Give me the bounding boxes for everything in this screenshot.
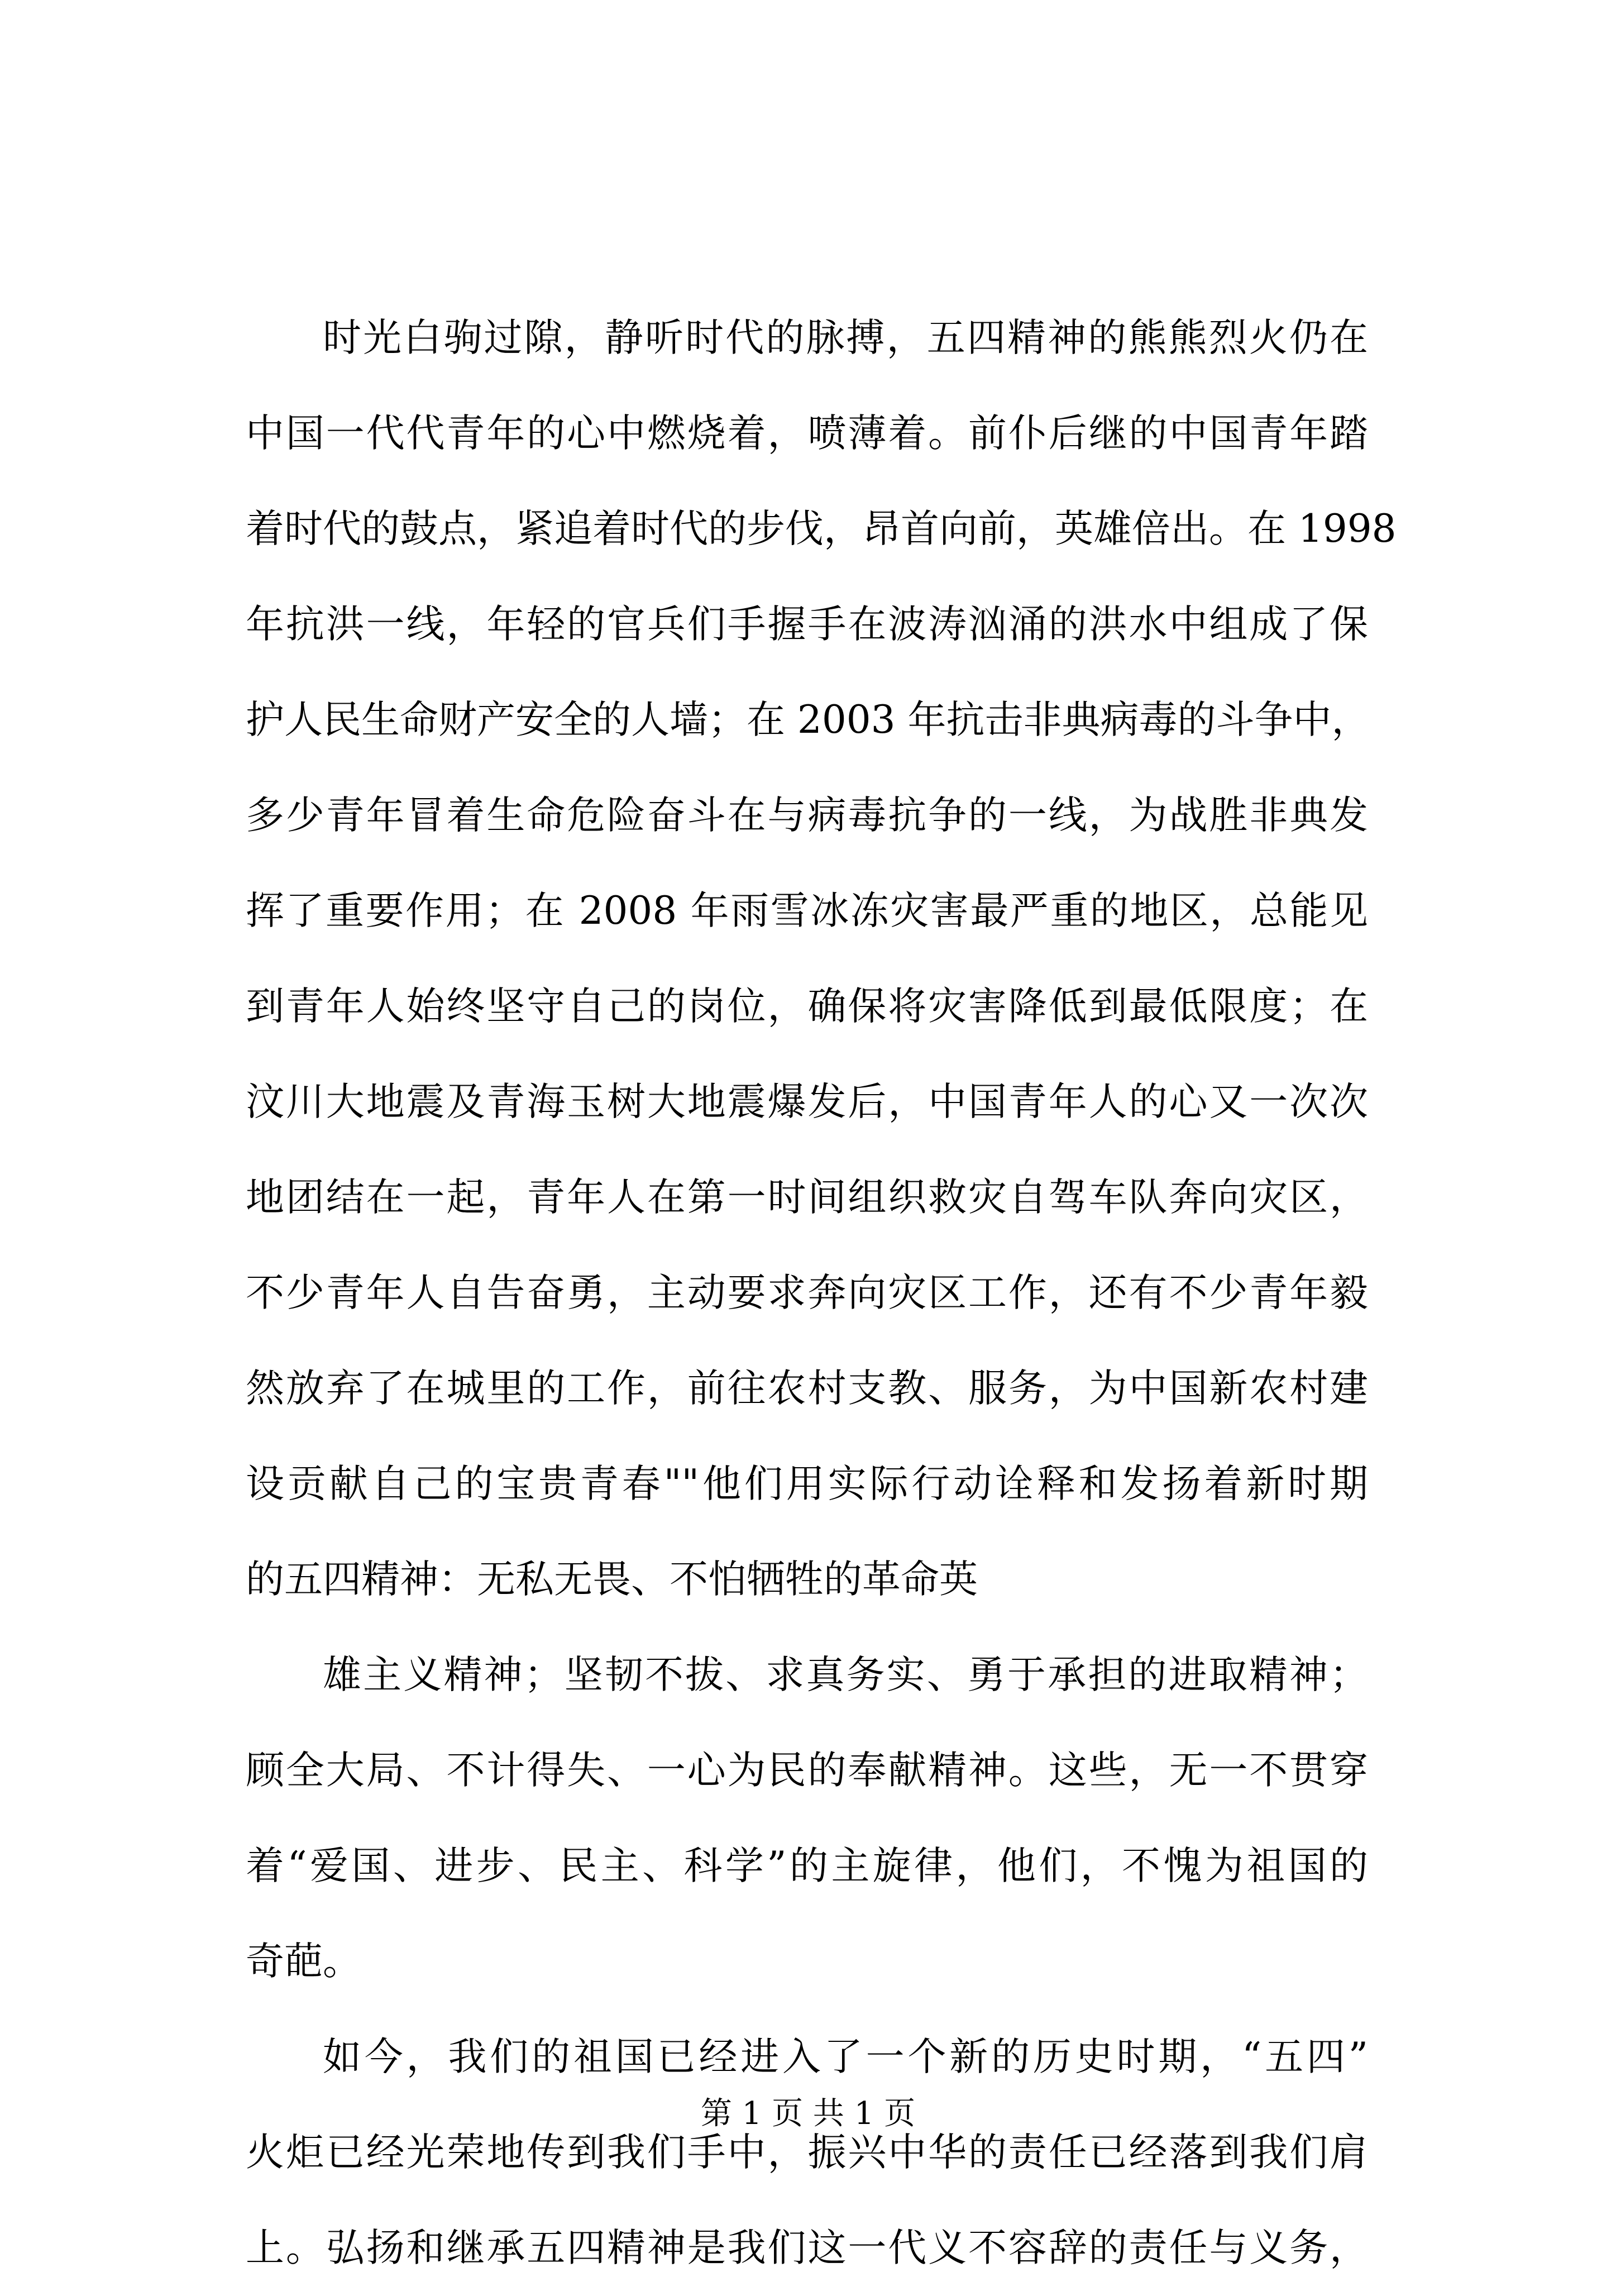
text-line: 多少青年冒着生命危险奋斗在与病毒抗争的一线，为战胜非典发 [246, 793, 1368, 838]
text-line: 中国一代代青年的心中燃烧着，喷薄着。前仆后继的中国青年踏 [246, 411, 1368, 456]
text-line: 的五四精神：无私无畏、不怕牺牲的革命英 [246, 1557, 978, 1602]
text-line: 火炬已经光荣地传到我们手中，振兴中华的责任已经落到我们肩 [246, 2130, 1368, 2175]
text-line: 顾全大局、不计得失、一心为民的奉献精神。这些，无一不贯穿 [246, 1748, 1368, 1793]
text-line: 护人民生命财产安全的人墙；在 2003 年抗击非典病毒的斗争中， [246, 698, 1370, 742]
text-line: 雄主义精神；坚韧不拔、求真务实、勇于承担的进取精神； [323, 1653, 1368, 1697]
text-line: 挥了重要作用；在 2008 年雨雪冰冻灾害最严重的地区，总能见 [246, 889, 1368, 933]
page-footer: 第 1 页 共 1 页 [700, 2095, 916, 2132]
text-line: 到青年人始终坚守自己的岗位，确保将灾害降低到最低限度；在 [246, 984, 1368, 1029]
text-line: 奇葩。 [246, 1939, 361, 1984]
text-line: 地团结在一起，青年人在第一时间组织救灾自驾车队奔向灾区， [246, 1175, 1368, 1220]
text-line: 不少青年人自告奋勇，主动要求奔向灾区工作，还有不少青年毅 [246, 1271, 1368, 1315]
text-line: 如今，我们的祖国已经进入了一个新的历史时期，“五四” [323, 2035, 1368, 2079]
document-body [246, 290, 1397, 2296]
text-line: 设贡献自己的宝贵青春""他们用实际行动诠释和发扬着新时期 [246, 1462, 1368, 1506]
text-line: 时光白驹过隙，静听时代的脉搏，五四精神的熊熊烈火仍在 [323, 316, 1368, 360]
text-line: 然放弃了在城里的工作，前往农村支教、服务，为中国新农村建 [246, 1366, 1368, 1411]
text-line: 上。弘扬和继承五四精神是我们这一代义不容辞的责任与义务， [246, 2226, 1368, 2270]
text-line: 年抗洪一线，年轻的官兵们手握手在波涛汹涌的洪水中组成了保 [246, 602, 1368, 647]
text-line: 着“爱国、进步、民主、科学”的主旋律，他们，不愧为祖国的 [246, 1844, 1368, 1888]
text-line: 着时代的鼓点，紧追着时代的步伐，昂首向前，英雄倍出。在 1998 [246, 507, 1397, 551]
text-line: 汶川大地震及青海玉树大地震爆发后，中国青年人的心又一次次 [246, 1080, 1368, 1124]
